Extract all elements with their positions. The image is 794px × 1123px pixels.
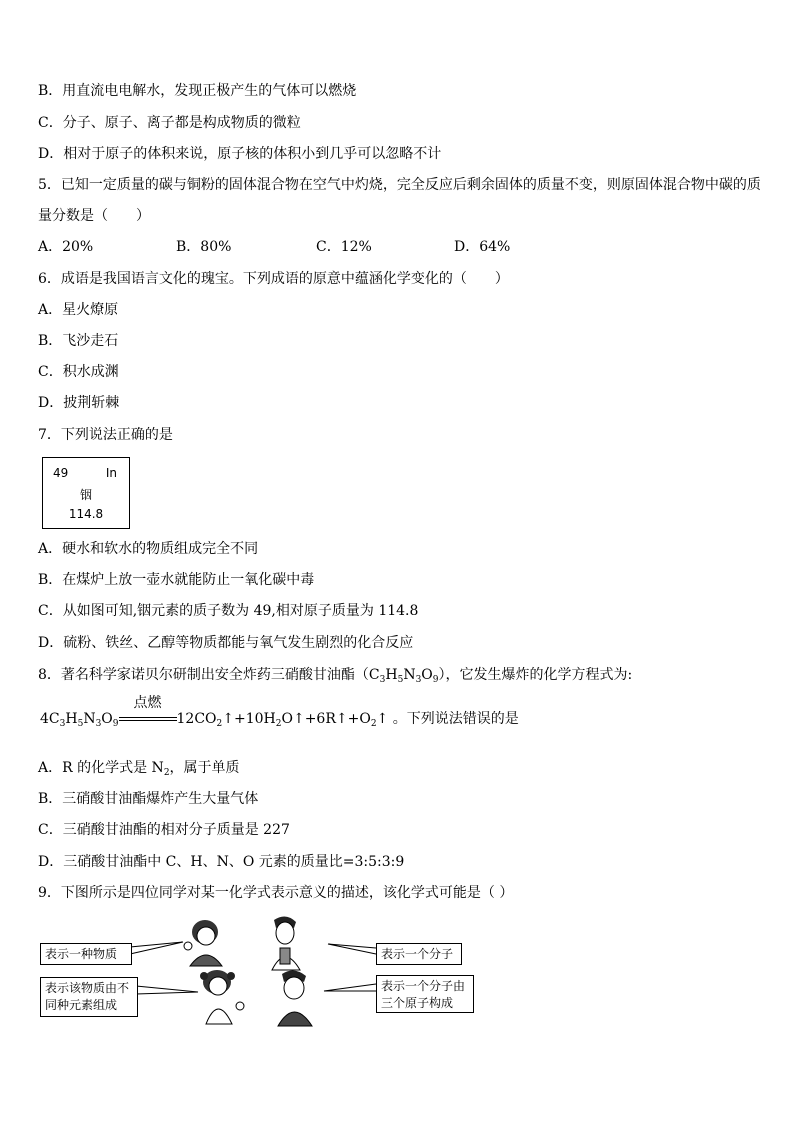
periodic-table-cell bbox=[42, 457, 130, 529]
q7-option-d: D．硫粉、铁丝、乙醇等物质都能与氧气发生剧烈的化合反应 bbox=[38, 635, 414, 651]
atomic-number: 49 bbox=[53, 466, 69, 480]
q6-option-b: B．飞沙走石 bbox=[38, 333, 119, 349]
q8-option-b: B．三硝酸甘油酯爆炸产生大量气体 bbox=[38, 791, 259, 807]
q8-option-c: C．三硝酸甘油酯的相对分子质量是 227 bbox=[38, 822, 290, 838]
equation-reactant: $4C_3H_5N_3O_9$ bbox=[40, 711, 119, 729]
chemical-equation bbox=[40, 695, 519, 730]
equation-products: $12CO_2↑+10H_2O↑+6R↑+O_2↑$ bbox=[176, 711, 389, 729]
q5-option-b: B．80% bbox=[176, 239, 232, 255]
q7-stem: 7．下列说法正确的是 bbox=[38, 427, 173, 443]
q6-option-c: C．积水成渊 bbox=[38, 364, 119, 380]
bubble-bottom-left: 表示该物质由不同种元素组成 bbox=[40, 977, 138, 1017]
element-name: 铟 bbox=[79, 488, 92, 502]
q5-option-a: A．20% bbox=[38, 239, 94, 255]
student-3-icon bbox=[200, 970, 244, 1024]
bubble-top-right: 表示一个分子 bbox=[376, 943, 462, 965]
q4-option-b: B．用直流电电解水，发现正极产生的气体可以燃烧 bbox=[38, 83, 357, 99]
q4-option-d: D．相对于原子的体积来说，原子核的体积小到几乎可以忽略不计 bbox=[38, 146, 442, 162]
student-1-icon bbox=[184, 920, 222, 966]
bubble-top-left: 表示一种物质 bbox=[40, 943, 132, 965]
q4-option-c: C．分子、原子、离子都是构成物质的微粒 bbox=[38, 115, 301, 131]
q5-stem-line1: 5．已知一定质量的碳与铜粉的固体混合物在空气中灼烧，完全反应后剩余固体的质量不变，则原固体混合物中碳的质 bbox=[38, 177, 761, 193]
q5-stem-line2: 量分数是（ ） bbox=[38, 208, 150, 224]
q6-option-a: A．星火燎原 bbox=[38, 302, 119, 318]
equation-condition: 点燃 bbox=[119, 708, 177, 730]
q8-option-a: A．R 的化学式是 $N_2$，属于单质 bbox=[38, 760, 240, 778]
q5-option-d: D．64% bbox=[454, 239, 511, 255]
q6-option-d: D．披荆斩棘 bbox=[38, 395, 120, 411]
q9-stem: 9．下图所示是四位同学对某一化学式表示意义的描述，该化学式可能是（ ） bbox=[38, 885, 514, 901]
q7-option-c: C．从如图可知,铟元素的质子数为 49,相对原子质量为 114.8 bbox=[38, 603, 419, 619]
q7-option-b: B．在煤炉上放一壶水就能防止一氧化碳中毒 bbox=[38, 572, 315, 588]
element-symbol: In bbox=[105, 466, 117, 480]
q8-option-d: D．三硝酸甘油酯中 C、H、N、O 元素的质量比=3:5:3:9 bbox=[38, 854, 405, 870]
q6-stem: 6．成语是我国语言文化的瑰宝。下列成语的原意中蕴涵化学变化的（ ） bbox=[38, 271, 509, 287]
student-2-icon bbox=[272, 916, 300, 970]
student-4-icon bbox=[278, 970, 312, 1026]
q5-option-c: C．12% bbox=[316, 239, 372, 255]
q7-option-a: A．硬水和软水的物质组成完全不同 bbox=[38, 541, 259, 557]
equation-tail: 。下列说法错误的是 bbox=[388, 711, 519, 727]
atomic-mass: 114.8 bbox=[68, 507, 104, 521]
q8-stem: 8．著名科学家诺贝尔研制出安全炸药三硝酸甘油酯$(C_3H_5N_3O_9)$，它发生爆炸的化学方程式为: bbox=[38, 667, 633, 685]
bubble-bottom-right: 表示一个分子由三个原子构成 bbox=[376, 975, 474, 1013]
